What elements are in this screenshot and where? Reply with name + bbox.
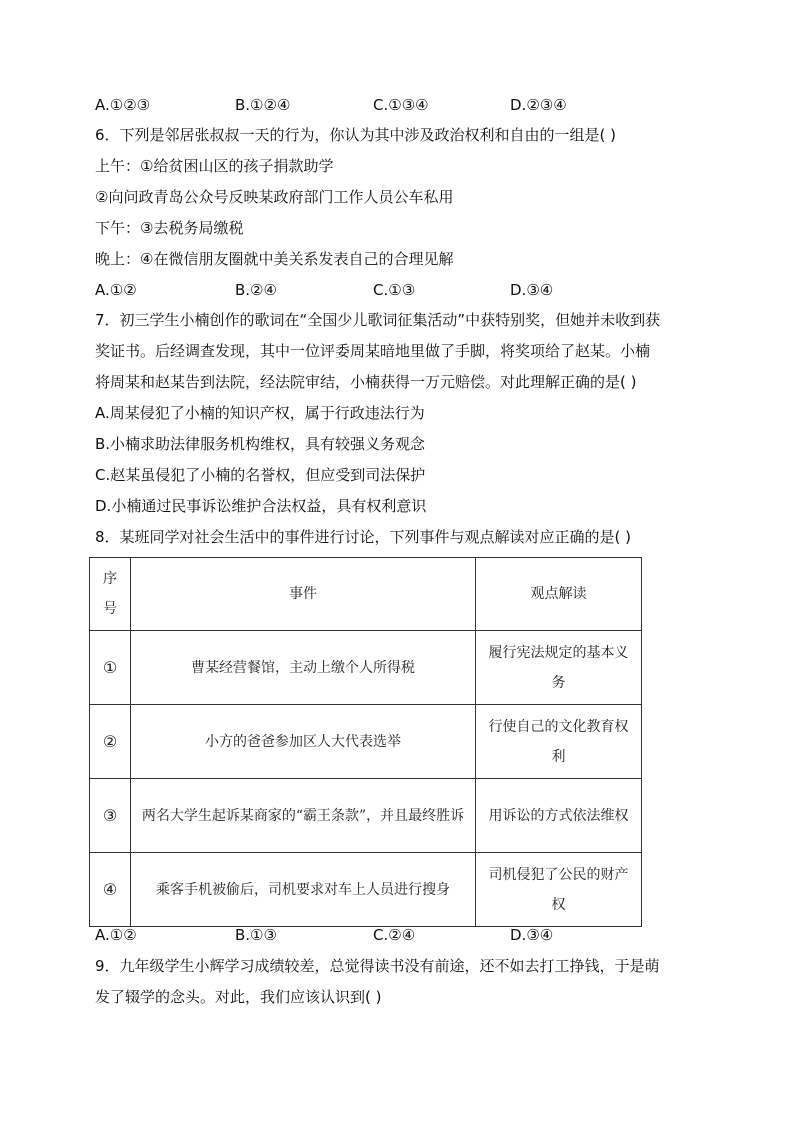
header-event: 事件	[131, 558, 476, 631]
q7-option-d[interactable]: D.小楠通过民事诉讼维护合法权益，具有权利意识	[95, 497, 427, 515]
q6-option-a[interactable]: A.①②	[95, 281, 137, 299]
q9-stem-line-1: 9．九年级学生小辉学习成绩较差，总觉得读书没有前途，还不如去打工挣钱，于是萌	[95, 957, 660, 975]
q9-stem-line-2: 发了辍学的念头。对此，我们应该认识到( )	[95, 988, 382, 1006]
table-row	[90, 853, 642, 927]
q8-stem: 8．某班同学对社会生活中的事件进行讨论，下列事件与观点解读对应正确的是( )	[95, 528, 632, 546]
q7-stem-line-2: 奖证书。后经调查发现，其中一位评委周某暗地里做了手脚，将奖项给了赵某。小楠	[95, 342, 651, 360]
row-interpretation: 司机侵犯了公民的财产权	[476, 853, 642, 927]
q7-option-b[interactable]: B.小楠求助法律服务机构维权，具有较强义务观念	[95, 435, 426, 453]
row-index: ④	[90, 853, 131, 927]
q6-line-2: ②向问政青岛公众号反映某政府部门工作人员公车私用	[95, 188, 454, 206]
q6-stem: 6．下列是邻居张叔叔一天的行为，你认为其中涉及政治权利和自由的一组是( )	[95, 126, 617, 144]
q7-option-a[interactable]: A.周某侵犯了小楠的知识产权，属于行政违法行为	[95, 404, 425, 422]
row-interpretation: 行使自己的文化教育权利	[476, 705, 642, 779]
q8-option-d[interactable]: D.③④	[510, 926, 554, 944]
q5-option-b[interactable]: B.①②④	[235, 96, 291, 114]
q7-stem-line-1: 7．初三学生小楠创作的歌词在“全国少儿歌词征集活动”中获特别奖，但她并未收到获	[95, 311, 661, 329]
row-index: ③	[90, 779, 131, 853]
q7-option-c[interactable]: C.赵某虽侵犯了小楠的名誉权，但应受到司法保护	[95, 466, 426, 484]
row-interpretation: 用诉讼的方式依法维权	[476, 779, 642, 853]
q5-option-a[interactable]: A.①②③	[95, 96, 151, 114]
q6-line-4: 晚上：④在微信朋友圈就中美关系发表自己的合理见解	[95, 250, 454, 268]
q8-option-a[interactable]: A.①②	[95, 926, 137, 944]
q6-option-c[interactable]: C.①③	[373, 281, 416, 299]
table-row	[90, 631, 642, 705]
q8-option-b[interactable]: B.①③	[235, 926, 277, 944]
row-index: ②	[90, 705, 131, 779]
q5-option-d[interactable]: D.②③④	[510, 96, 567, 114]
row-index: ①	[90, 631, 131, 705]
q7-stem-line-3: 将周某和赵某告到法院，经法院审结，小楠获得一万元赔偿。对此理解正确的是( )	[95, 373, 637, 391]
q5-option-c[interactable]: C.①③④	[373, 96, 429, 114]
table-header-row	[90, 558, 642, 631]
q8-option-c[interactable]: C.②④	[373, 926, 416, 944]
q6-line-1: 上午：①给贫困山区的孩子捐款助学	[95, 157, 334, 175]
q6-option-d[interactable]: D.③④	[510, 281, 554, 299]
table-row	[90, 779, 642, 853]
q6-line-3: 下午：③去税务局缴税	[95, 219, 244, 237]
row-interpretation: 履行宪法规定的基本义务	[476, 631, 642, 705]
header-interpretation: 观点解读	[476, 558, 642, 631]
q6-option-b[interactable]: B.②④	[235, 281, 277, 299]
row-event: 曹某经营餐馆，主动上缴个人所得税	[131, 631, 476, 705]
row-event: 两名大学生起诉某商家的“霸王条款”，并且最终胜诉	[131, 779, 476, 853]
q8-table	[89, 557, 642, 927]
table-row	[90, 705, 642, 779]
row-event: 小方的爸爸参加区人大代表选举	[131, 705, 476, 779]
header-index: 序号	[90, 558, 131, 631]
row-event: 乘客手机被偷后，司机要求对车上人员进行搜身	[131, 853, 476, 927]
